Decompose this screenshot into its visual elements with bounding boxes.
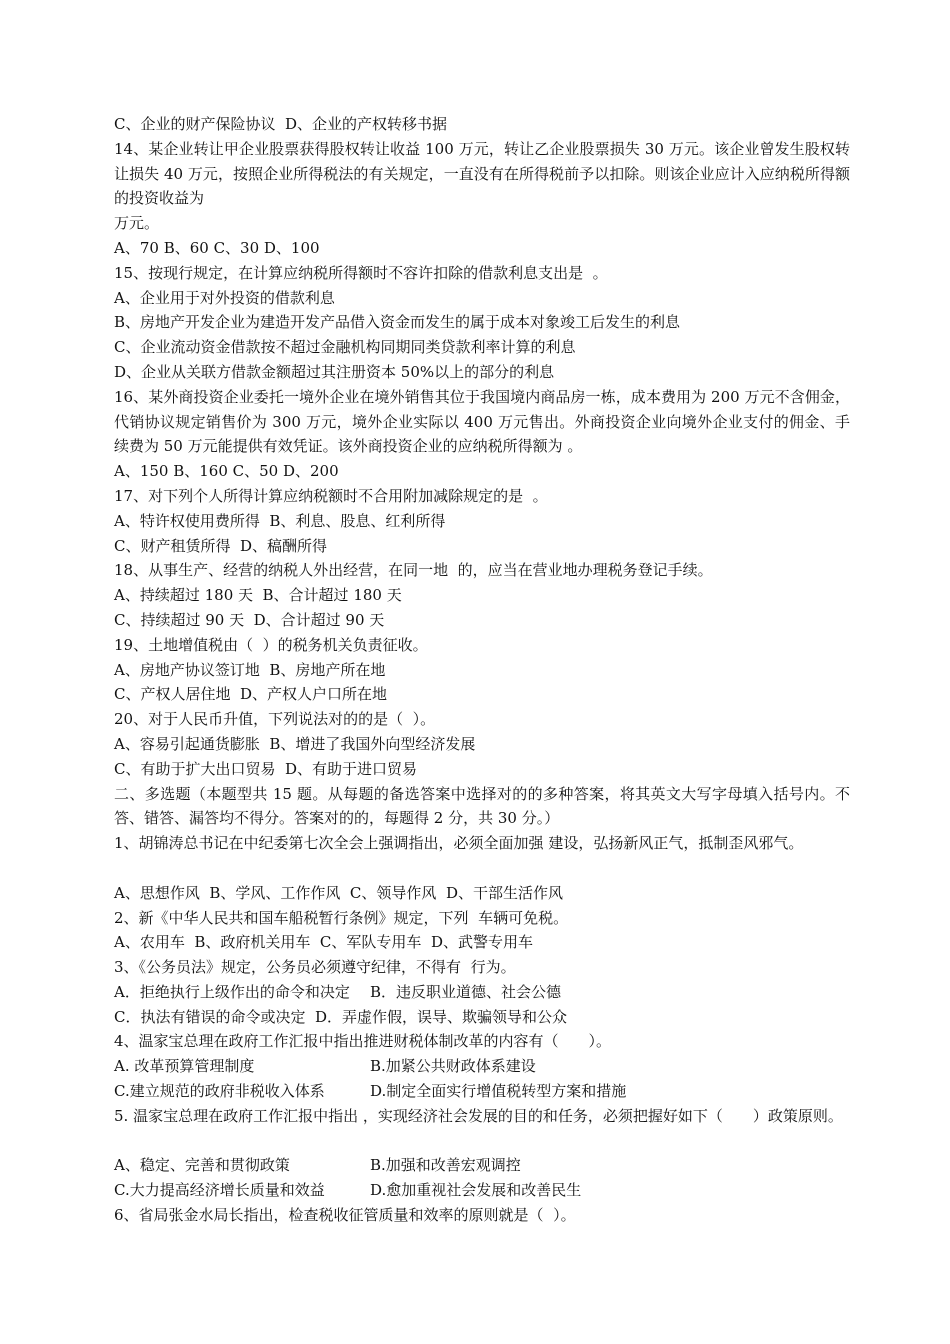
answer-options: A、70 B、60 C、30 D、100 (114, 238, 320, 257)
answer-option: C、产权人居住地 D、产权人户口所在地 (114, 685, 388, 704)
answer-option: B.加紧公共财政体系建设 (370, 1057, 536, 1076)
mc-question-1: 1、胡锦涛总书记在中纪委第七次全会上强调指出，必须全面加强 建设，弘扬新风正气，抵制歪风邪气。 (114, 834, 804, 853)
question-16: 16、某外商投资企业委托一境外企业在境外销售其位于我国境内商品房一栋，成本费用为 200 万元不含佣金，代销协议规定销售价为 300 万元，境外企业实际以 400 万元售出。外商投资企业向境外企业支付的佣金、手续费为 50 万元能提供有效凭证。该外商投资企业的应纳税所得额为 。 (114, 387, 850, 456)
answer-option: A. 改革预算管理制度 (114, 1057, 255, 1076)
mc-question-4: 4、温家宝总理在政府工作汇报中指出推进财税体制改革的内容有（ ）。 (114, 1032, 612, 1051)
text-line: C、企业的财产保险协议 D、企业的产权转移书据 (114, 115, 448, 133)
mc-question-6: 6、省局张金水局长指出，检查税收征管质量和效率的原则就是（ ）。 (114, 1206, 576, 1225)
answer-option: A．拒绝执行上级作出的命令和决定 (114, 982, 350, 1001)
answer-option: B、房地产开发企业为建造开发产品借入资金而发生的属于成本对象竣工后发生的利息 (114, 313, 681, 332)
answer-option: B.加强和改善宏观调控 (370, 1156, 521, 1175)
answer-options: A、农用车 B、政府机关用车 C、军队专用车 D、武警专用车 (114, 933, 533, 952)
answer-options: A、150 B、160 C、50 D、200 (114, 462, 339, 481)
answer-option: B．违反职业道德、社会公德 (370, 982, 562, 1001)
answer-option: D.制定全面实行增值税转型方案和措施 (370, 1082, 627, 1101)
question-20: 20、对于人民币升值，下列说法对的的是（ ）。 (114, 710, 436, 729)
answer-option: A、房地产协议签订地 B、房地产所在地 (114, 660, 386, 679)
answer-row (114, 1178, 850, 1203)
answer-option: A、特许权使用费所得 B、利息、股息、红利所得 (114, 511, 446, 530)
answer-option: A、企业用于对外投资的借款利息 (114, 288, 335, 307)
mc-question-5: 5. 温家宝总理在政府工作汇报中指出 ，实现经济社会发展的目的和任务，必须把握好如下（ ）政策原则。 (114, 1106, 843, 1125)
answer-option: D、企业从关联方借款金额超过其注册资本 50%以上的部分的利息 (114, 362, 555, 381)
question-17: 17、对下列个人所得计算应纳税额时不合用附加减除规定的是 。 (114, 486, 548, 505)
answer-option: D.愈加重视社会发展和改善民生 (370, 1181, 582, 1200)
section-heading: 二、多选题（本题型共 15 题。从每题的备选答案中选择对的的多种答案，将其英文大写字母填入括号内。不答、错答、漏答均不得分。答案对的的，每题得 2 分，共 30 分。） (114, 784, 850, 828)
answer-option: A、容易引起通货膨胀 B、增进了我国外向型经济发展 (114, 734, 476, 753)
answer-option: C、企业流动资金借款按不超过金融机构同期同类贷款利率计算的利息 (114, 338, 576, 357)
answer-row (114, 1079, 850, 1104)
question-14: 14、某企业转让甲企业股票获得股权转让收益 100 万元，转让乙企业股票损失 30 万元。该企业曾发生股权转让损失 40 万元，按照企业所得税法的有关规定，一直没有在所得税前予以扣除。则该企业应计入应纳税所得额的投资收益为 (114, 139, 850, 208)
question-18: 18、从事生产、经营的纳税人外出经营，在同一地 的，应当在营业地办理税务登记手续。 (114, 561, 713, 580)
text-line: 万元。 (114, 214, 160, 233)
mc-question-2: 2、新《中华人民共和国车船税暂行条例》规定，下列 车辆可免税。 (114, 908, 569, 927)
answer-option: C.大力提高经济增长质量和效益 (114, 1181, 325, 1200)
question-15: 15、按现行规定，在计算应纳税所得额时不容许扣除的借款利息支出是 。 (114, 263, 608, 282)
answer-option: C、持续超过 90 天 D、合计超过 90 天 (114, 610, 385, 629)
answer-option: C．执法有错误的命令或决定 D．弄虚作假，误导、欺骗领导和公众 (114, 1007, 568, 1026)
answer-option: A、持续超过 180 天 B、合计超过 180 天 (114, 586, 402, 605)
answer-row (114, 980, 850, 1005)
answer-row (114, 1054, 850, 1079)
answer-option: A、稳定、完善和贯彻政策 (114, 1156, 290, 1175)
answer-option: C.建立规范的政府非税收入体系 (114, 1082, 325, 1101)
mc-question-3: 3、《公务员法》规定，公务员必须遵守纪律，不得有 行为。 (114, 958, 516, 977)
answer-option: C、财产租赁所得 D、稿酬所得 (114, 536, 328, 555)
answer-row (114, 1153, 850, 1178)
document-body (114, 112, 850, 1228)
answer-options: A、思想作风 B、学风、工作作风 C、领导作风 D、干部生活作风 (114, 883, 563, 902)
question-19: 19、土地增值税由（ ）的税务机关负责征收。 (114, 635, 428, 654)
answer-option: C、有助于扩大出口贸易 D、有助于进口贸易 (114, 759, 418, 778)
